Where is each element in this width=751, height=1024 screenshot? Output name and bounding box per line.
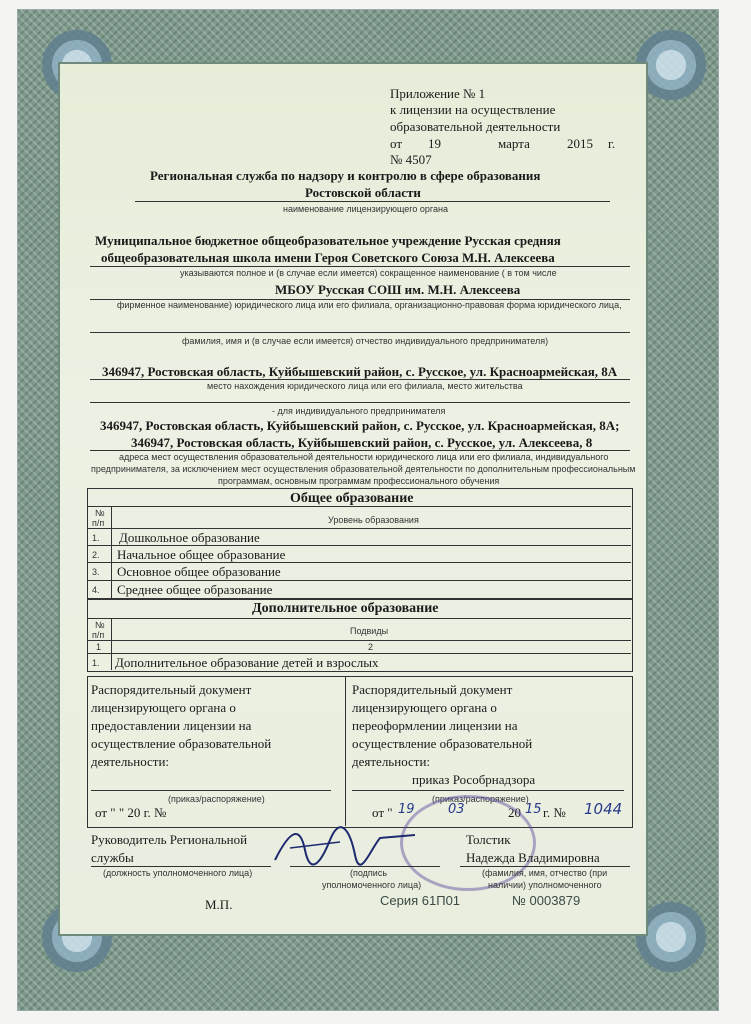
signer-role-line2: службы	[91, 850, 134, 865]
appendix-day: 19	[428, 136, 441, 151]
doc-left-line3: предоставлении лицензии на	[91, 718, 252, 733]
places-caption3: программам, основным программам профессионального обучения	[218, 476, 500, 486]
doc-right-date-prefix: от "	[372, 805, 393, 820]
doc-left-date: от " " 20 г. №	[95, 805, 167, 820]
general-row-num: 2.	[92, 550, 100, 560]
signature-caption1: (подпись	[350, 868, 388, 878]
doc-right-year: 15	[525, 802, 542, 817]
authority-caption: наименование лицензирующего органа	[283, 204, 448, 214]
additional-col-sub: Подвиды	[350, 626, 389, 636]
location-address: 346947, Ростовская область, Куйбышевский район, с. Русское, ул. Красноармейская, 8А	[102, 364, 618, 379]
authority-title: Региональная служба по надзору и контролю в сфере образования	[150, 168, 541, 183]
appendix-number: № 4507	[390, 152, 432, 167]
doc-right-number: 1044	[584, 800, 623, 818]
doc-right-year-prefix: 20	[508, 805, 521, 820]
signer-name-caption1: (фамилия, имя, отчество (при	[482, 868, 608, 878]
appendix-year-suffix: г.	[608, 136, 616, 151]
blank-series: Серия 61П01	[380, 893, 461, 908]
authority-title2: Ростовской области	[305, 185, 421, 200]
general-row-label: Среднее общее образование	[117, 582, 273, 597]
general-col-num-b: п/п	[92, 518, 105, 528]
doc-right-value: приказ Рособрнадзора	[412, 772, 536, 787]
additional-index-2: 2	[368, 642, 374, 652]
signature-caption2: уполномоченного лица)	[322, 880, 422, 890]
general-row-num: 3.	[92, 567, 100, 577]
general-row-num: 1.	[92, 533, 100, 543]
appendix-date-prefix: от	[390, 136, 403, 151]
general-row-label: Дошкольное образование	[119, 530, 260, 545]
additional-col-num: №	[95, 620, 105, 630]
doc-left-caption: (приказ/распоряжение)	[168, 794, 265, 804]
doc-right-line5: деятельности:	[352, 754, 431, 769]
appendix-month: марта	[498, 136, 530, 151]
appendix-line3: образовательной деятельности	[390, 119, 561, 134]
org-name-line1: Муниципальное бюджетное общеобразовательное учреждение Русская средняя	[95, 233, 561, 248]
org-caption3: фамилия, имя и (в случае если имеется) отчество индивидуального предпринимателя)	[182, 336, 549, 346]
doc-left-line4: осуществление образовательной	[91, 736, 272, 751]
location-caption: место нахождения юридического лица или его филиала, место жительства	[207, 381, 523, 391]
additional-col-num-b: п/п	[92, 630, 105, 640]
signer-role-line1: Руководитель Региональной	[91, 832, 248, 847]
additional-row-label: Дополнительное образование детей и взрослых	[115, 655, 379, 670]
signer-name-caption2: наличии) уполномоченного	[488, 880, 602, 890]
additional-index-1: 1	[96, 642, 102, 652]
doc-right-line1: Распорядительный документ	[352, 682, 513, 697]
general-row-num: 4.	[92, 585, 100, 595]
doc-left-line5: деятельности:	[91, 754, 170, 769]
signer-name-line2: Надежда Владимировна	[466, 850, 600, 865]
org-caption2: фирменное наименование) юридического лица или его филиала, организационно-правовая форма юридического лица,	[117, 300, 622, 310]
general-title: Общее образование	[290, 491, 414, 506]
place-line2: 346947, Ростовская область, Куйбышевский район, с. Русское, ул. Алексеева, 8	[131, 435, 593, 450]
place-line1: 346947, Ростовская область, Куйбышевский район, с. Русское, ул. Красноармейская, 8А;	[100, 418, 620, 433]
additional-row-num: 1.	[92, 658, 100, 668]
doc-left-line2: лицензирующего органа о	[91, 700, 236, 715]
general-row-label: Основное общее образование	[117, 564, 281, 579]
doc-right-month: 03	[448, 802, 465, 817]
doc-right-line4: осуществление образовательной	[352, 736, 533, 751]
general-row-label: Начальное общее образование	[117, 547, 286, 562]
additional-title: Дополнительное образование	[252, 601, 439, 616]
places-caption2: предпринимателя, за исключением мест осуществления образовательной деятельности по дополнительным профессиональным	[91, 464, 636, 474]
doc-right-year-suffix: г. №	[543, 805, 566, 820]
org-caption1: указываются полное и (в случае если имеется) сокращенное наименование ( в том числе	[180, 268, 557, 278]
seal-place: М.П.	[205, 897, 233, 912]
org-short-name: МБОУ Русская СОШ им. М.Н. Алексеева	[275, 282, 521, 297]
signer-name-line1: Толстик	[466, 832, 511, 847]
doc-right-line2: лицензирующего органа о	[352, 700, 497, 715]
blank-number: № 0003879	[512, 893, 581, 908]
appendix-year: 2015	[567, 136, 593, 151]
appendix-line2: к лицензии на осуществление	[390, 102, 556, 117]
doc-right-line3: переоформлении лицензии на	[352, 718, 518, 733]
appendix-line1: Приложение № 1	[390, 86, 486, 101]
general-col-num: №	[95, 508, 105, 518]
doc-left-line1: Распорядительный документ	[91, 682, 252, 697]
location-caption2: - для индивидуального предпринимателя	[272, 406, 446, 416]
signer-role-caption: (должность уполномоченного лица)	[103, 868, 253, 878]
general-col-level: Уровень образования	[328, 515, 419, 525]
doc-right-caption: (приказ/распоряжение)	[432, 794, 529, 804]
doc-right-day: 19	[398, 802, 415, 817]
places-caption1: адреса мест осуществления образовательной деятельности юридического лица или его филиала, индивидуального	[119, 452, 609, 462]
org-name-line2: общеобразовательная школа имени Героя Советского Союза М.Н. Алексеева	[101, 250, 555, 265]
